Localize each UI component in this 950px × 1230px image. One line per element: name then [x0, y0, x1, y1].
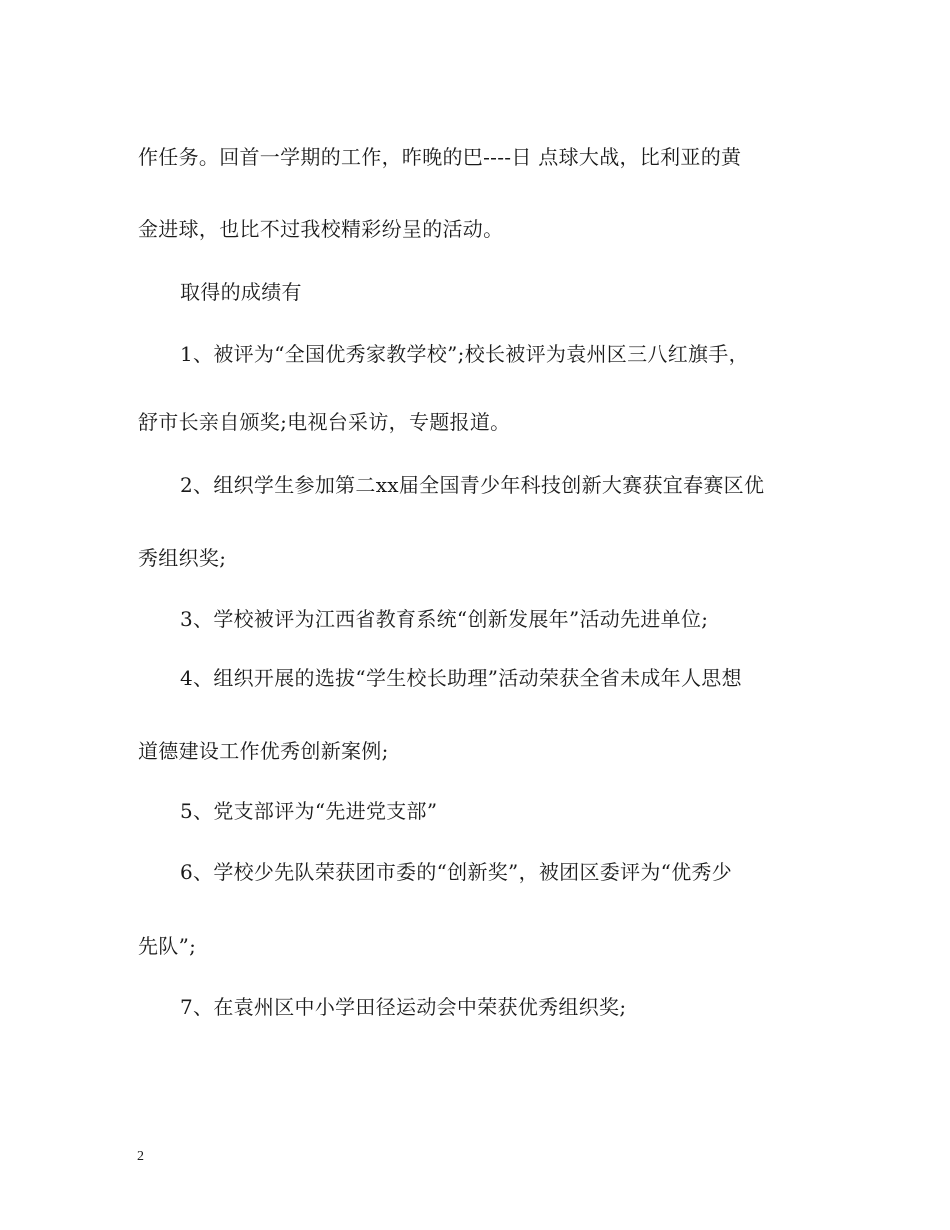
page-number: 2 [137, 1149, 144, 1164]
list-item-4: 4、组织开展的选拔“学生校长助理”活动荣获全省未成年人思想 [180, 666, 742, 690]
list-item-2: 2、组织学生参加第二xx届全国青少年科技创新大赛获宜春赛区优 [180, 473, 765, 497]
text-line-1: 作任务。回首一学期的工作，昨晚的巴----日 点球大战，比利亚的黄 [138, 145, 742, 169]
list-item-5: 5、党支部评为“先进党支部” [180, 799, 438, 823]
list-item-2-continued: 秀组织奖; [138, 546, 227, 570]
list-item-1-continued: 舒市长亲自颁奖;电视台采访，专题报道。 [138, 410, 511, 434]
list-item-3: 3、学校被评为江西省教育系统“创新发展年”活动先进单位; [180, 607, 709, 631]
list-item-6-continued: 先队”; [138, 934, 197, 958]
list-item-6: 6、学校少先队荣获团市委的“创新奖”，被团区委评为“优秀少 [180, 860, 733, 884]
list-item-1: 1、被评为“全国优秀家教学校”;校长被评为袁州区三八红旗手， [180, 342, 749, 366]
list-item-7: 7、在袁州区中小学田径运动会中荣获优秀组织奖; [180, 995, 627, 1019]
section-heading-achievements: 取得的成绩有 [180, 280, 302, 304]
text-line-2: 金进球，也比不过我校精彩纷呈的活动。 [138, 217, 504, 241]
list-item-4-continued: 道德建设工作优秀创新案例; [138, 739, 389, 763]
